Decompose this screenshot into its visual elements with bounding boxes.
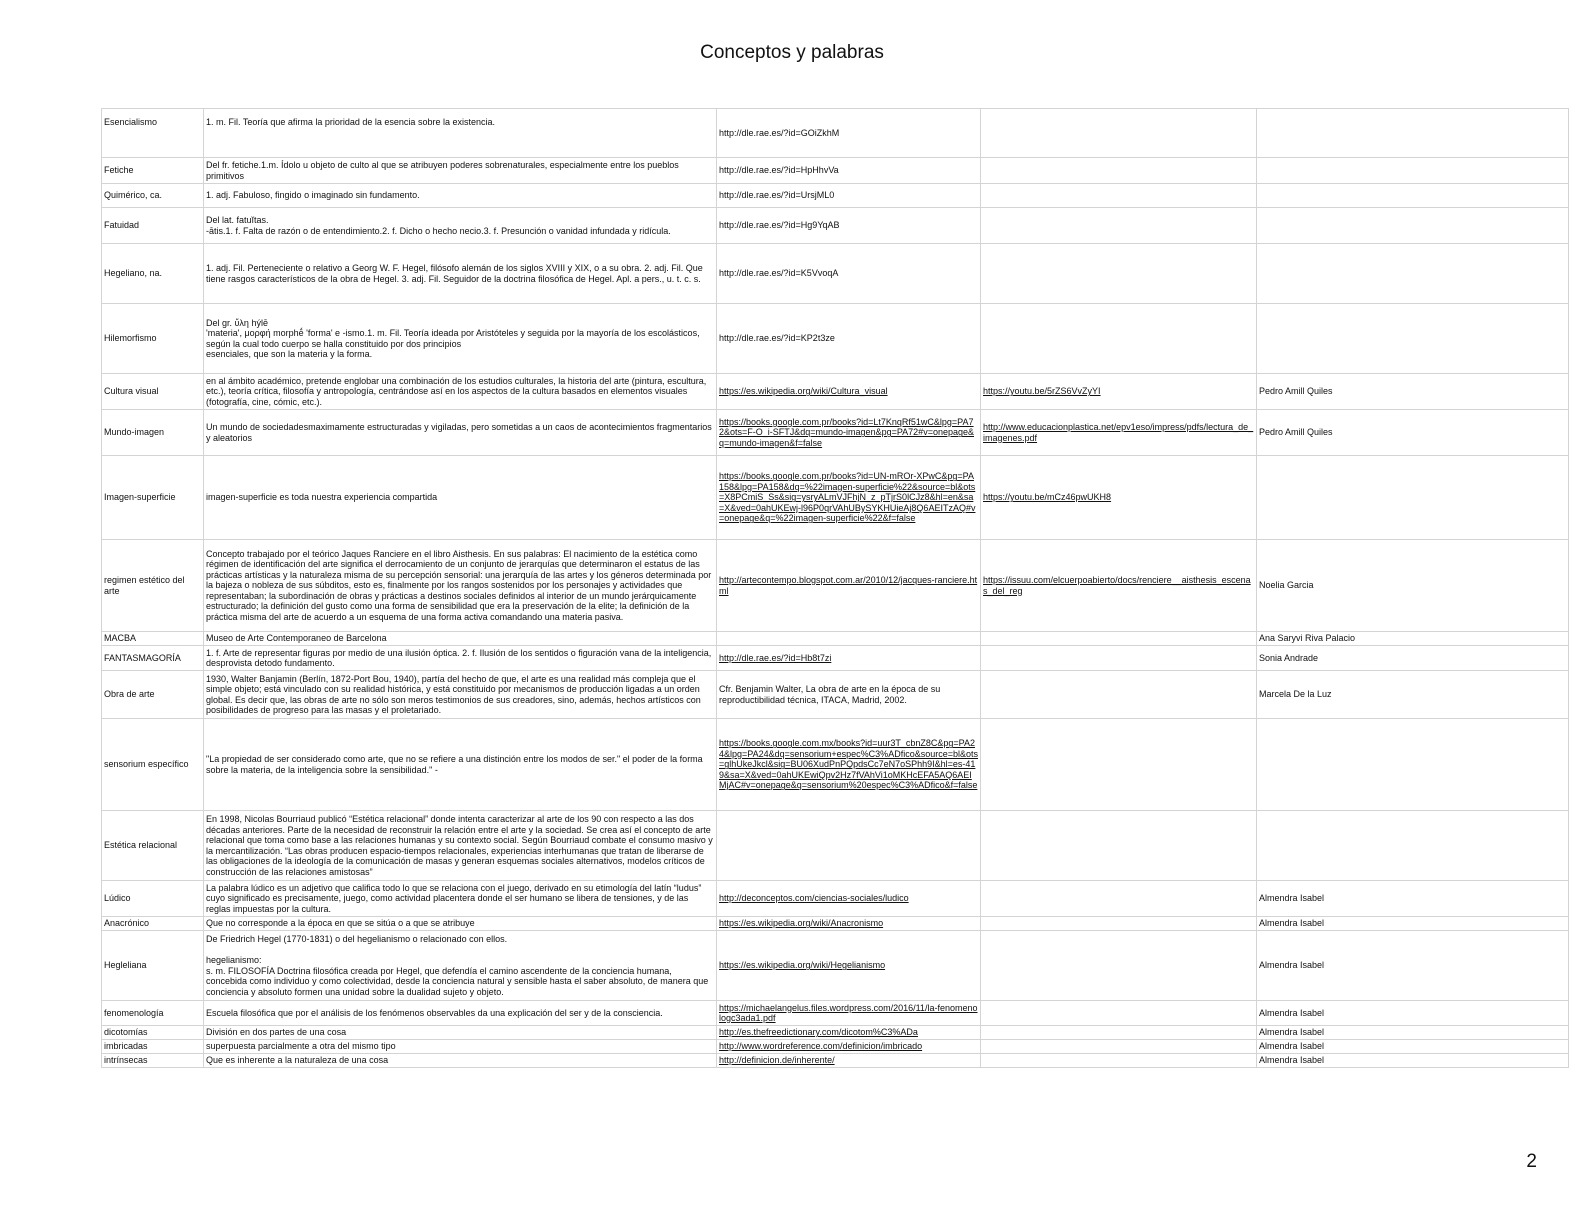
author-cell bbox=[1257, 244, 1569, 304]
term-cell: Hegeliano, na. bbox=[102, 244, 204, 304]
table-row bbox=[102, 540, 1569, 632]
source-link[interactable]: http://es.thefreedictionary.com/dicotom%C3%ADa bbox=[717, 1026, 981, 1040]
extra-link-cell bbox=[981, 158, 1257, 184]
term-cell: sensorium específico bbox=[102, 719, 204, 811]
definition-cell: De Friedrich Hegel (1770-1831) o del hegelianismo o relacionado con ellos. hegelianismo: s. m. FILOSOFÍA Doctrina filosófica creada por Hegel, que defendía el camino ascendente de la conciencia humana, concebida como individuo y como colectividad, desde la conciencia natural y sensible hasta el saber absoluto, de manera que conciencia y absoluto formen una unidad sobre la dualidad sujeto y objeto. bbox=[204, 931, 717, 1001]
extra-link-cell bbox=[981, 109, 1257, 158]
concepts-table bbox=[101, 108, 1569, 1068]
source-link[interactable]: http://deconceptos.com/ciencias-sociales/ludico bbox=[717, 881, 981, 917]
author-cell: Almendra Isabel bbox=[1257, 1054, 1569, 1068]
source-cell: Cfr. Benjamin Walter, La obra de arte en la época de su reproductibilidad técnica, ITACA, Madrid, 2002. bbox=[717, 671, 981, 719]
term-cell: Imagen-superficie bbox=[102, 456, 204, 540]
author-cell bbox=[1257, 158, 1569, 184]
extra-link[interactable]: http://www.educacionplastica.net/epv1eso/impress/pdfs/lectura_de_imagenes.pdf bbox=[981, 410, 1257, 456]
term-cell: Cultura visual bbox=[102, 374, 204, 410]
source-link[interactable]: http://www.wordreference.com/definicion/imbricado bbox=[717, 1040, 981, 1054]
extra-link[interactable]: https://issuu.com/elcuerpoabierto/docs/renciere__aisthesis_escenas_del_reg bbox=[981, 540, 1257, 632]
author-cell bbox=[1257, 811, 1569, 881]
table-row bbox=[102, 184, 1569, 208]
table-row bbox=[102, 1040, 1569, 1054]
extra-link-cell bbox=[981, 719, 1257, 811]
definition-cell: Del gr. ὕλη hýlē 'materia', μορφή morphḗ 'forma' e -ismo.1. m. Fil. Teoría ideada por Aristóteles y seguida por la mayoría de los escolásticos, según la cual todo cuerpo se halla constituido por dos principios esenciales, que son la materia y la forma. bbox=[204, 304, 717, 374]
term-cell: Esencialismo bbox=[102, 109, 204, 158]
definition-cell: "La propiedad de ser considerado como arte, que no se refiere a una distinción entre los modos de ser." el poder de la forma sobre la materia, de la inteligencia sobre la sensibilidad." - bbox=[204, 719, 717, 811]
extra-link-cell bbox=[981, 1054, 1257, 1068]
term-cell: FANTASMAGORÍA bbox=[102, 646, 204, 671]
extra-link-cell bbox=[981, 1001, 1257, 1026]
term-cell: dicotomías bbox=[102, 1026, 204, 1040]
source-cell: http://dle.rae.es/?id=Hg9YqAB bbox=[717, 208, 981, 244]
term-cell: regimen estético del arte bbox=[102, 540, 204, 632]
term-cell: MACBA bbox=[102, 632, 204, 646]
table-row bbox=[102, 881, 1569, 917]
definition-cell: 1. f. Arte de representar figuras por medio de una ilusión óptica. 2. f. Ilusión de los sentidos o figuración vana de la inteligencia, desprovista detodo fundamento. bbox=[204, 646, 717, 671]
author-cell: Almendra Isabel bbox=[1257, 917, 1569, 931]
table-row bbox=[102, 1026, 1569, 1040]
source-link[interactable]: http://artecontempo.blogspot.com.ar/2010/12/jacques-ranciere.html bbox=[717, 540, 981, 632]
author-cell bbox=[1257, 719, 1569, 811]
table-row bbox=[102, 410, 1569, 456]
table-row bbox=[102, 456, 1569, 540]
definition-cell: Escuela filosófica que por el análisis de los fenómenos observables da una explicación del ser y de la consciencia. bbox=[204, 1001, 717, 1026]
table-row bbox=[102, 811, 1569, 881]
definition-cell: Que es inherente a la naturaleza de una cosa bbox=[204, 1054, 717, 1068]
author-cell: Pedro Amill Quiles bbox=[1257, 374, 1569, 410]
definition-cell: imagen-superficie es toda nuestra experiencia compartida bbox=[204, 456, 717, 540]
table-row bbox=[102, 917, 1569, 931]
extra-link-cell bbox=[981, 1040, 1257, 1054]
definition-cell: 1. adj. Fabuloso, fingido o imaginado sin fundamento. bbox=[204, 184, 717, 208]
definition-cell: Concepto trabajado por el teórico Jaques Ranciere en el libro Aisthesis. En sus palabras: El nacimiento de la estética como régimen de identificación del arte significa el derrocamiento de un conjunto de jerarquías que determinaron el estatus de las prácticas artísticas y la naturaleza misma de su percepción sensorial: una jerarquía de las artes y los géneros determinada por la bajeza o nobleza de sus súbditos, esto es, finalmente por los rangos sostenidos por los personajes y actividades que representaban; la subordinación de obras y prácticas a destinos sociales definidos al interior de un mundo jerárquicamente estructurado; la definición del gusto como una forma de sensibilidad que era la preservación de la elite; la definición de la práctica misma del arte de acuerdo a un esquema de una forma activa comandando una materia pasiva. bbox=[204, 540, 717, 632]
author-cell: Noelia Garcia bbox=[1257, 540, 1569, 632]
term-cell: Obra de arte bbox=[102, 671, 204, 719]
extra-link[interactable]: https://youtu.be/5rZS6VvZyYI bbox=[981, 374, 1257, 410]
definition-cell: La palabra lúdico es un adjetivo que califica todo lo que se relaciona con el juego, derivado en su etimología del latín “ludus” cuyo significado es precisamente, juego, como actividad placentera donde el ser humano se libera de tensiones, y de las reglas impuestas por la cultura. bbox=[204, 881, 717, 917]
extra-link-cell bbox=[981, 244, 1257, 304]
extra-link-cell bbox=[981, 671, 1257, 719]
definition-cell: Que no corresponde a la época en que se sitúa o a que se atribuye bbox=[204, 917, 717, 931]
author-cell: Almendra Isabel bbox=[1257, 931, 1569, 1001]
definition-cell: Del fr. fetiche.1.m. Ídolo u objeto de culto al que se atribuyen poderes sobrenaturales, especialmente entre los pueblos primitivos bbox=[204, 158, 717, 184]
extra-link-cell bbox=[981, 184, 1257, 208]
table-row bbox=[102, 374, 1569, 410]
term-cell: Mundo-imagen bbox=[102, 410, 204, 456]
definition-cell: División en dos partes de una cosa bbox=[204, 1026, 717, 1040]
extra-link[interactable]: https://youtu.be/mCz46pwUKH8 bbox=[981, 456, 1257, 540]
table-row bbox=[102, 109, 1569, 158]
term-cell: Hilemorfismo bbox=[102, 304, 204, 374]
term-cell: Quimérico, ca. bbox=[102, 184, 204, 208]
author-cell: Pedro Amill Quiles bbox=[1257, 410, 1569, 456]
source-cell: http://dle.rae.es/?id=K5VvoqA bbox=[717, 244, 981, 304]
author-cell: Almendra Isabel bbox=[1257, 1040, 1569, 1054]
source-link[interactable]: https://es.wikipedia.org/wiki/Cultura_visual bbox=[717, 374, 981, 410]
author-cell bbox=[1257, 184, 1569, 208]
extra-link-cell bbox=[981, 208, 1257, 244]
table-row bbox=[102, 632, 1569, 646]
source-link[interactable]: https://books.google.com.pr/books?id=Lt7KnqRf51wC&lpg=PA72&ots=F-O_i-SFTJ&dq=mundo-imagen&pg=PA72#v=onepage&q=mundo-imagen&f=false bbox=[717, 410, 981, 456]
page-title: Conceptos y palabras bbox=[700, 42, 884, 63]
definition-cell: 1. adj. Fil. Perteneciente o relativo a Georg W. F. Hegel, filósofo alemán de los siglos XVIII y XIX, o a su obra. 2. adj. Fil. Que tiene rasgos característicos de la obra de Hegel. 3. adj. Fil. Seguidor de la doctrina filosófica de Hegel. Apl. a pers., u. t. c. s. bbox=[204, 244, 717, 304]
definition-cell: Un mundo de sociedadesmaximamente estructuradas y vigiladas, pero sometidas a un caos de acontecimientos fragmentarios y aleatorios bbox=[204, 410, 717, 456]
extra-link-cell bbox=[981, 811, 1257, 881]
table-row bbox=[102, 304, 1569, 374]
author-cell: Almendra Isabel bbox=[1257, 1001, 1569, 1026]
definition-cell: En 1998, Nicolas Bourriaud publicó “Estética relacional” donde intenta caracterizar al arte de los 90 con respecto a las dos décadas anteriores. Parte de la necesidad de reconstruir la relación entre el arte y la sociedad. Se crea así el concepto de arte relacional que toma como base a las relaciones humanas y su contexto social. Según Bourriaud combate el consumo masivo y la mercantilización. “Las obras producen espacio-tiempos relacionales, experiencias interhumanas que tratan de liberarse de las obligaciones de la ideología de la comunicación de masas y generan esquemas sociales alternativos, modelos críticos de construcción de las relaciones amistosas” bbox=[204, 811, 717, 881]
term-cell: imbricadas bbox=[102, 1040, 204, 1054]
source-cell bbox=[717, 811, 981, 881]
table-row bbox=[102, 158, 1569, 184]
extra-link-cell bbox=[981, 304, 1257, 374]
source-link[interactable]: http://dle.rae.es/?id=Hb8t7zi bbox=[717, 646, 981, 671]
term-cell: Anacrónico bbox=[102, 917, 204, 931]
extra-link-cell bbox=[981, 931, 1257, 1001]
page-number: 2 bbox=[1526, 1151, 1537, 1172]
table-row bbox=[102, 208, 1569, 244]
source-cell bbox=[717, 632, 981, 646]
term-cell: Hegleliana bbox=[102, 931, 204, 1001]
author-cell: Sonia Andrade bbox=[1257, 646, 1569, 671]
author-cell: Ana Saryvi Riva Palacio bbox=[1257, 632, 1569, 646]
extra-link-cell bbox=[981, 646, 1257, 671]
extra-link-cell bbox=[981, 881, 1257, 917]
table-row bbox=[102, 931, 1569, 1001]
source-link[interactable]: https://es.wikipedia.org/wiki/Anacronismo bbox=[717, 917, 981, 931]
definition-cell: en al ámbito académico, pretende englobar una combinación de los estudios culturales, la historia del arte (pintura, escultura, etc.), teoría crítica, filosofía y antropología, centrándose así en los aspectos de la cultura basados en elementos visuales (fotografía, cine, cómic, etc.). bbox=[204, 374, 717, 410]
author-cell bbox=[1257, 109, 1569, 158]
table-row bbox=[102, 1054, 1569, 1068]
table-row bbox=[102, 646, 1569, 671]
author-cell bbox=[1257, 456, 1569, 540]
term-cell: Fatuidad bbox=[102, 208, 204, 244]
table-row bbox=[102, 1001, 1569, 1026]
term-cell: Estética relacional bbox=[102, 811, 204, 881]
source-cell: http://dle.rae.es/?id=UrsjML0 bbox=[717, 184, 981, 208]
source-cell: http://dle.rae.es/?id=KP2t3ze bbox=[717, 304, 981, 374]
author-cell: Marcela De la Luz bbox=[1257, 671, 1569, 719]
extra-link-cell bbox=[981, 1026, 1257, 1040]
source-cell: http://dle.rae.es/?id=GOiZkhM bbox=[717, 109, 981, 158]
definition-cell: superpuesta parcialmente a otra del mismo tipo bbox=[204, 1040, 717, 1054]
definition-cell: 1930, Walter Banjamin (Berlín, 1872-Port Bou, 1940), partía del hecho de que, el arte es una realidad más compleja que el simple objeto; está vinculado con su realidad histórica, y está constituido por mecanismos de producción ligadas a un orden global. Es decir que, las obras de arte no sólo son meros testimonios de sus creadores, sino, además, hechos artísticos con posibilidades de progreso para las masas y el proletariado. bbox=[204, 671, 717, 719]
term-cell: fenomenología bbox=[102, 1001, 204, 1026]
author-cell: Almendra Isabel bbox=[1257, 1026, 1569, 1040]
term-cell: intrínsecas bbox=[102, 1054, 204, 1068]
source-link[interactable]: http://definicion.de/inherente/ bbox=[717, 1054, 981, 1068]
term-cell: Lúdico bbox=[102, 881, 204, 917]
definition-cell: Del lat. fatuĭtas. -ātis.1. f. Falta de razón o de entendimiento.2. f. Dicho o hecho necio.3. f. Presunción o vanidad infundada y ridícula. bbox=[204, 208, 717, 244]
source-link[interactable]: https://books.google.com.pr/books?id=UN-mROr-XPwC&pg=PA158&lpg=PA158&dq=%22imagen-superficie%22&source=bl&ots=X8PCmiS_Ss&sig=ysryALmVJFhjN_z_pTjrS0lCJz8&hl=en&sa=X&ved=0ahUKEwj-l96P0qrVAhUBySYKHUieAj8Q6AEITzAQ#v=onepage&q=%22imagen-superficie%22&f=false bbox=[717, 456, 981, 540]
author-cell bbox=[1257, 208, 1569, 244]
term-cell: Fetiche bbox=[102, 158, 204, 184]
table-row bbox=[102, 671, 1569, 719]
source-link[interactable]: https://es.wikipedia.org/wiki/Hegelianismo bbox=[717, 931, 981, 1001]
author-cell bbox=[1257, 304, 1569, 374]
table-row bbox=[102, 719, 1569, 811]
author-cell: Almendra Isabel bbox=[1257, 881, 1569, 917]
source-link[interactable]: https://books.google.com.mx/books?id=uur3T_cbnZ8C&pg=PA24&lpg=PA24&dq=sensorium+espec%C3%ADfico&source=bl&ots=glhUkeJkcl&sig=BU06XudPnPQpdsCc7eN7oSPhh9I&hl=es-419&sa=X&ved=0ahUKEwiQpv2Hz7fVAhVi1oMKHcEFA5AQ6AEIMjAC#v=onepage&q=sensorium%20espec%C3%ADfico&f=false bbox=[717, 719, 981, 811]
definition-cell: 1. m. Fil. Teoría que afirma la prioridad de la esencia sobre la existencia. bbox=[204, 109, 717, 158]
extra-link-cell bbox=[981, 632, 1257, 646]
definition-cell: Museo de Arte Contemporaneo de Barcelona bbox=[204, 632, 717, 646]
source-cell: http://dle.rae.es/?id=HpHhvVa bbox=[717, 158, 981, 184]
table-row bbox=[102, 244, 1569, 304]
source-link[interactable]: https://michaelangelus.files.wordpress.com/2016/11/la-fenomenologc3ada1.pdf bbox=[717, 1001, 981, 1026]
extra-link-cell bbox=[981, 917, 1257, 931]
